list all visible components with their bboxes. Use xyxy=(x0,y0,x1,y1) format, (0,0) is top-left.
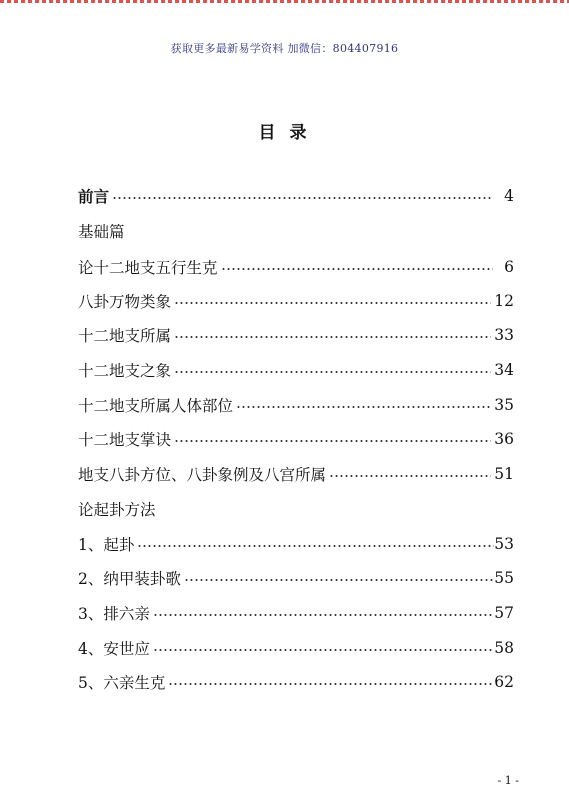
dot-leader xyxy=(137,545,494,547)
toc-entry-page: 51 xyxy=(494,465,514,483)
section-heading-basics: 基础篇 xyxy=(78,223,125,241)
dot-leader xyxy=(174,336,491,338)
toc-entry-page: 53 xyxy=(494,535,514,553)
toc-entry-label: 1、起卦 xyxy=(78,536,135,554)
toc-entry[interactable] xyxy=(78,462,514,486)
toc-entry-label: 八卦万物类象 xyxy=(78,293,172,311)
toc-entry-label: 5、六亲生克 xyxy=(78,674,166,692)
dot-leader xyxy=(168,683,494,685)
toc-entry-label: 地支八卦方位、八卦象例及八宫所属 xyxy=(78,466,327,484)
toc-entry-page: 62 xyxy=(494,673,514,691)
page-top-border xyxy=(0,0,569,3)
page-number: - 1 - xyxy=(497,774,519,787)
toc-entry-label: 十二地支所属人体部位 xyxy=(78,397,234,415)
toc-entry-label: 十二地支所属 xyxy=(78,327,172,345)
dot-leader xyxy=(174,371,491,373)
toc-entry[interactable] xyxy=(78,566,514,590)
toc-entry-preface[interactable] xyxy=(78,184,514,208)
toc-entry[interactable] xyxy=(78,289,514,313)
toc-entry-label: 3、排六亲 xyxy=(78,605,150,623)
toc-entry[interactable] xyxy=(78,323,514,347)
dot-leader xyxy=(221,268,493,270)
toc-entry[interactable] xyxy=(78,358,514,382)
header-note: 获取更多最新易学资料 加微信：804407916 xyxy=(170,42,399,55)
dot-leader xyxy=(184,579,494,581)
toc-entry-page: 57 xyxy=(494,604,514,622)
toc-entry[interactable] xyxy=(78,393,514,417)
toc-entry-page: 55 xyxy=(494,569,514,587)
toc-entry[interactable] xyxy=(78,255,514,279)
toc-entry[interactable] xyxy=(78,427,514,451)
dot-leader xyxy=(174,440,491,442)
toc-entry-label: 4、安世应 xyxy=(78,640,150,658)
toc-entry[interactable] xyxy=(78,601,514,625)
toc-entry[interactable] xyxy=(78,670,514,694)
toc-entry-page: 4 xyxy=(504,187,514,205)
toc-entry-page: 12 xyxy=(494,292,514,310)
dot-leader xyxy=(329,475,491,477)
toc-entry-label: 2、纳甲装卦歌 xyxy=(78,570,181,588)
dot-leader xyxy=(112,197,493,199)
toc-entry-page: 33 xyxy=(494,326,514,344)
toc-entry-page: 35 xyxy=(494,396,514,414)
toc-entry-label: 前言 xyxy=(78,187,110,206)
toc-entry[interactable] xyxy=(78,532,514,556)
toc-title: 目 录 xyxy=(258,123,311,143)
dot-leader xyxy=(174,302,491,304)
dot-leader xyxy=(236,406,491,408)
toc-entry-page: 36 xyxy=(494,430,514,448)
toc-entry[interactable] xyxy=(78,636,514,660)
toc-entry-page: 34 xyxy=(494,361,514,379)
toc-entry-page: 58 xyxy=(494,639,514,657)
toc-entry-page: 6 xyxy=(504,258,514,276)
toc-entry-label: 论十二地支五行生克 xyxy=(78,259,218,277)
dot-leader xyxy=(153,649,494,651)
dot-leader xyxy=(153,614,494,616)
section-heading-divination: 论起卦方法 xyxy=(78,501,156,519)
toc-entry-label: 十二地支掌诀 xyxy=(78,431,172,449)
toc-entry-label: 十二地支之象 xyxy=(78,362,172,380)
